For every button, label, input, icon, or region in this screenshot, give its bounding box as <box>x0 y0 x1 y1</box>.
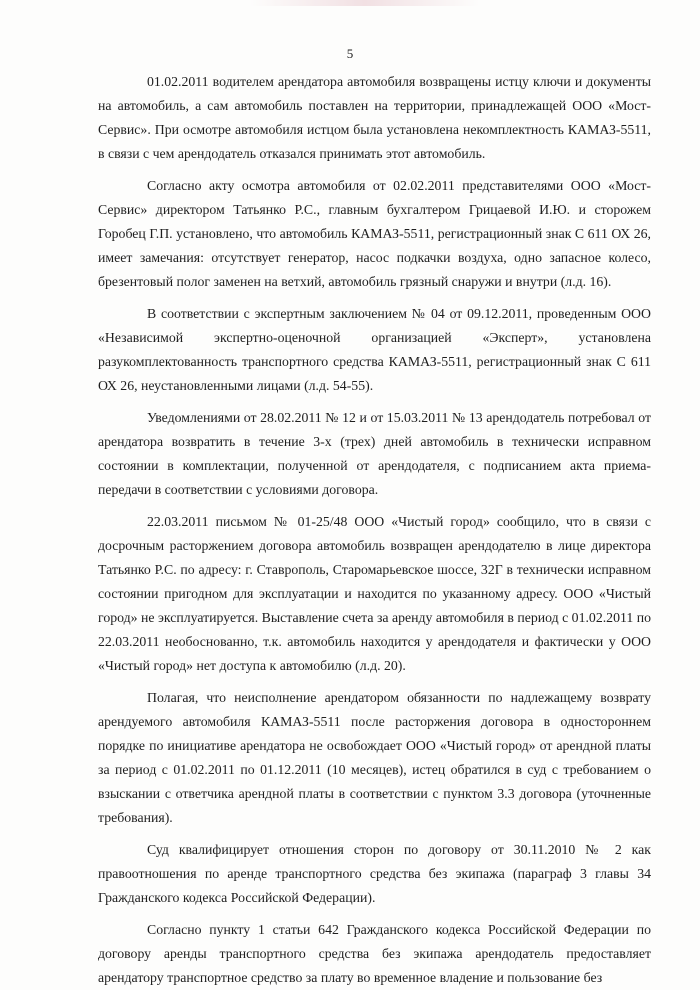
paragraph-4: Уведомлениями от 28.02.2011 № 12 и от 15.03.2011 № 13 арендодатель потребовал от арендатора возвратить в течение 3-х (трех) дней автомобиль в технически исправном состоянии в комплектации, полученной от арендодателя, с подписанием акта приема-передачи в соответствии с условиями договора. <box>98 410 651 497</box>
paragraph-1: 01.02.2011 водителем арендатора автомобиля возвращены истцу ключи и документы на автомобиль, а сам автомобиль поставлен на территории, принадлежащей ООО «Мост-Сервис». При осмотре автомобиля истцом была установлена некомплектность КАМАЗ-5511, в связи с чем арендодатель отказался принимать этот автомобиль. <box>98 74 651 161</box>
paragraph-2: Согласно акту осмотра автомобиля от 02.02.2011 представителями ООО «Мост-Сервис» директором Татьянко Р.С., главным бухгалтером Грицаевой И.Ю. и сторожем Горобец Г.П. установлено, что автомобиль КАМАЗ-5511, регистрационный знак С 611 ОХ 26, имеет замечания: отсутствует генератор, насос подкачки воздуха, одно запасное колесо, брезентовый полог заменен на ветхий, автомобиль грязный снаружи и внутри (л.д. 16). <box>98 178 651 289</box>
page-number: 5 <box>346 46 354 61</box>
paragraph-6: Полагая, что неисполнение арендатором обязанности по надлежащему возврату арендуемого автомобиля КАМАЗ-5511 после расторжения договора в одностороннем порядке по инициативе арендатора не освобождает ООО «Чистый город» от арендной платы за период с 01.02.2011 по 01.12.2011 (10 месяцев), истец обратился в суд с требованием о взыскании с ответчика арендной платы в соответствии с пунктом 3.3 договора (уточненные требования). <box>98 690 651 825</box>
scan-artifact <box>250 0 480 6</box>
paragraph-8: Согласно пункту 1 статьи 642 Гражданского кодекса Российской Федерации по договору аренды транспортного средства без экипажа арендодатель предоставляет арендатору транспортное средство за плату во временное владение и пользование без <box>98 922 651 985</box>
paragraph-5: 22.03.2011 письмом № 01-25/48 ООО «Чистый город» сообщило, что в связи с досрочным расторжением договора автомобиль возвращен арендодателю в лице директора Татьянко Р.С. по адресу: г. Ставрополь, Старомарьевское шоссе, 32Г в технически исправном состоянии пригодном для эксплуатации и находится по указанному адресу. ООО «Чистый город» не эксплуатируется. Выставление счета за аренду автомобиля в период с 01.02.2011 по 22.03.2011 необоснованно, т.к. автомобиль находится у арендодателя и фактически у ООО «Чистый город» нет доступа к автомобилю (л.д. 20). <box>98 514 651 673</box>
document-body <box>98 70 651 998</box>
paragraph-7: Суд квалифицирует отношения сторон по договору от 30.11.2010 № 2 как правоотношения по аренде транспортного средства без экипажа (параграф 3 главы 34 Гражданского кодекса Российской Федерации). <box>98 842 651 905</box>
paragraph-3: В соответствии с экспертным заключением № 04 от 09.12.2011, проведенным ООО «Независимой экспертно-оценочной организацией «Эксперт», установлена разукомплектованность транспортного средства КАМАЗ-5511, регистрационный знак С 611 ОХ 26, неустановленными лицами (л.д. 54-55). <box>98 306 651 393</box>
